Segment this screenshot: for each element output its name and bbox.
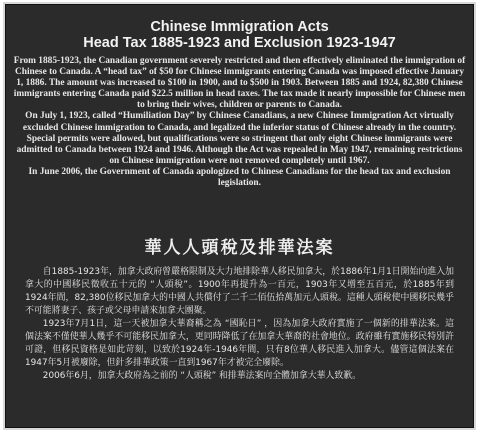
- english-text: [13, 56, 466, 189]
- english-paragraph: In June 2006, the Government of Canada apologized to Chinese Canadians for the head tax and exclusion legislation.: [28, 166, 451, 189]
- plaque-title: Chinese Immigration Acts: [150, 19, 329, 35]
- english-paragraph: On July 1, 1923, called “Humiliation Day” by Chinese Canadians, a new Chinese Immigration Act virtually excluded Chinese immigration to Canada, and legalized the inferior status of Chinese already in the country. Special permits were allowed, but qualifications were so stringent that only eight Chinese immigrants were admitted to Canada between 1924 and 1946. Although the Act was repealed in May 1947, remaining restrictions on Chinese immigration were not removed completely until 1967.: [16, 111, 463, 166]
- plaque-subtitle: Head Tax 1885-1923 and Exclusion 1923-1947: [83, 35, 396, 51]
- english-paragraph: From 1885-1923, the Canadian government severely restricted and then effectively eliminated the immigration of Chinese to Canada. A “head tax” of $50 for Chinese immigrants entering Canada was imposed effective January 1, 1886. The amount was increased to $100 in 1900, and to $500 in 1903. Between 1885 and 1924, 82,380 Chinese immigrants entering Canada paid $22.5 million in head taxes. The tax made it nearly impossible for Chinese men to bring their wives, children or parents to Canada.: [13, 56, 466, 111]
- chinese-text: [25, 266, 454, 383]
- chinese-paragraph: 自1885-1923年，加拿大政府曾嚴格限制及大力地排除華人移民加拿大，於1886年1月1日開始向進入加拿大的中國移民徵收五十元的 “人頭稅”。1900年再提升為一百元，1903年又增至五百元，於1885年到1924年間，82,380位移民加拿大的中國人共償付了二千二佰伍拾萬加元人頭稅。這種人頭稅使中國移民幾乎不可能將妻子、孩子或父母申請來加拿大團聚。: [25, 267, 454, 316]
- chinese-title: 華人人頭稅及排華法案: [144, 238, 335, 258]
- chinese-paragraph: 2006年6月，加拿大政府為之前的 “人頭稅” 和排華法案向全體加拿大華人致歉。: [42, 371, 361, 381]
- chinese-paragraph: 1923年7月1日，這一天被加拿大華裔稱之為 “國恥日” ，因為加拿大政府實施了一個新的排華法案。這個法案不僅使華人幾乎不可能移民加拿大，更同時降低了在加拿大華裔的社會地位。政府雖有實施移民特別許可證，但移民資格是如此苛刻，以致於1924年-1946年間，只有8位華人移民進入加拿大。儘管這個法案在1947年5月被廢除，但針多排華政策一直到1967年才被完全廢除。: [25, 319, 454, 368]
- memorial-plaque: [3, 2, 476, 430]
